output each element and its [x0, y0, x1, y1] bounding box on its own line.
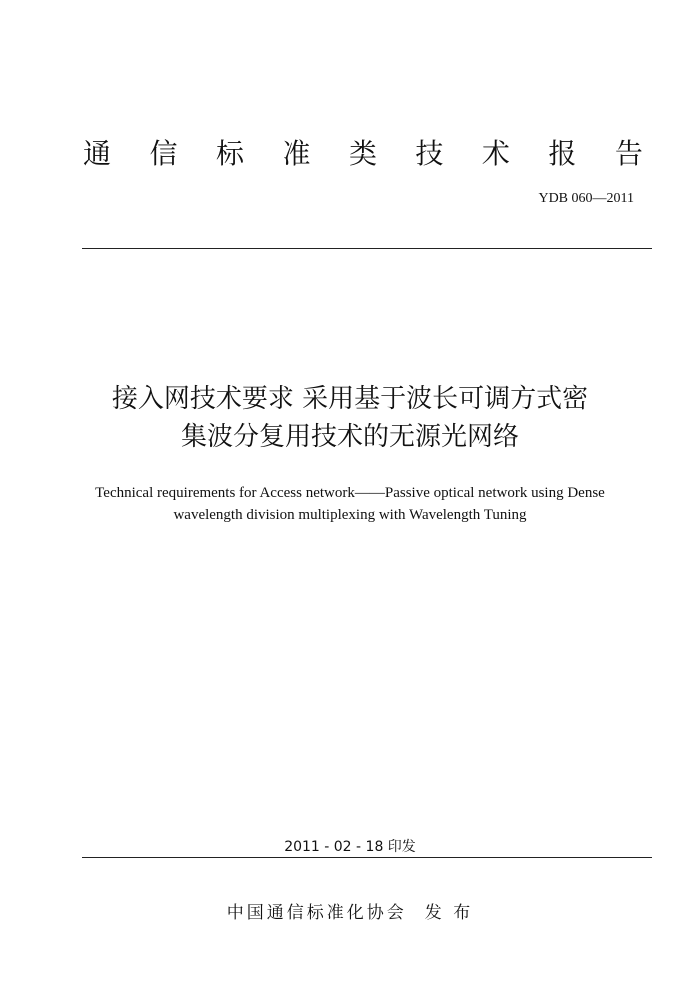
doc-type-char: 技	[415, 137, 444, 170]
doc-type-char: 告	[614, 137, 643, 170]
doc-type-char: 信	[149, 137, 178, 170]
publisher-line	[0, 902, 700, 924]
doc-type-char: 报	[548, 137, 577, 170]
english-title-line-1: Technical requirements for Access network——Passive optical network using Dense	[95, 485, 605, 501]
document-number: YDB 060—2011	[538, 191, 634, 206]
document-type-heading	[83, 136, 643, 172]
doc-type-char: 标	[215, 137, 244, 170]
english-title-line-2: wavelength division multiplexing with Wavelength Tuning	[173, 507, 527, 523]
header-divider	[82, 248, 652, 249]
chinese-title-line-2: 集波分复用技术的无源光网络	[180, 422, 519, 452]
doc-type-char: 准	[282, 137, 311, 170]
chinese-title	[0, 380, 700, 456]
doc-type-char: 术	[481, 137, 510, 170]
publish-action: 发 布	[424, 903, 474, 923]
publisher-name: 中国通信标准化协会	[226, 903, 407, 923]
footer-divider	[82, 857, 652, 858]
chinese-title-line-1: 接入网技术要求 采用基于波长可调方式密	[111, 384, 589, 414]
doc-type-char: 类	[348, 137, 377, 170]
print-date: 2011 - 02 - 18 印发	[284, 839, 416, 855]
english-title	[0, 482, 700, 526]
doc-type-char: 通	[83, 137, 112, 170]
